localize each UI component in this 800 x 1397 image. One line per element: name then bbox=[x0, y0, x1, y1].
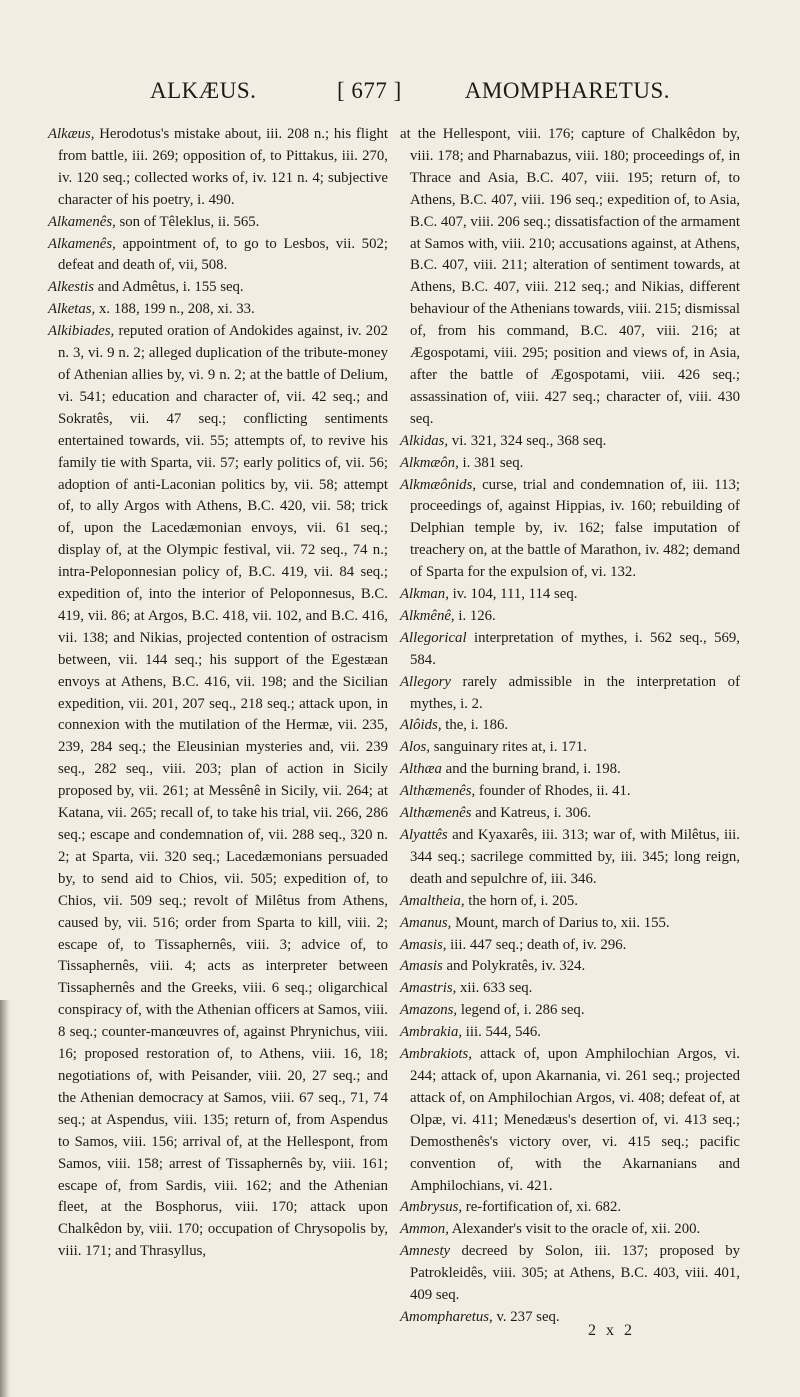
index-entry bbox=[400, 803, 740, 825]
entry-text: and Polykratês, iv. 324. bbox=[442, 958, 586, 975]
entry-text: x. 188, 199 n., 208, xi. 33. bbox=[95, 301, 255, 318]
entry-headword: Amanus, bbox=[400, 914, 452, 931]
left-column bbox=[48, 124, 388, 1263]
entry-text: and Kyaxarês, iii. 313; war of, with Milêtus, iii. 344 seq.; sacrilege committed by, iii. 345; long reign, death and sepulchre of, iii. 346. bbox=[410, 827, 740, 887]
entry-text: xii. 633 seq. bbox=[456, 980, 533, 997]
index-entry bbox=[400, 935, 740, 957]
entry-text: iv. 104, 111, 114 seq. bbox=[448, 586, 578, 603]
index-entry bbox=[48, 299, 388, 321]
entry-text: vi. 321, 324 seq., 368 seq. bbox=[448, 432, 607, 449]
index-entry bbox=[400, 1197, 740, 1219]
header-page-number: [ 677 ] bbox=[337, 78, 402, 103]
entry-headword: Amasis, bbox=[400, 936, 447, 953]
entry-headword: Amnesty bbox=[400, 1243, 451, 1260]
entry-headword: Alkman, bbox=[400, 586, 449, 603]
entry-headword: Alkestis bbox=[48, 279, 95, 296]
entry-text: decreed by Solon, iii. 137; proposed by Patrokleidês, viii. 305; at Athens, B.C. 403, viii. 401, 409 seq. bbox=[410, 1243, 740, 1304]
entry-headword: Amazons, bbox=[400, 1002, 458, 1019]
entry-headword: Althæmenês, bbox=[400, 783, 476, 800]
entry-text: son of Têleklus, ii. 565. bbox=[115, 213, 260, 230]
entry-headword: Alkibiades, bbox=[48, 323, 115, 340]
index-entry bbox=[400, 759, 740, 781]
entry-text: at the Hellespont, viii. 176; capture of Chalkêdon by, viii. 178; and Pharnabazus, viii. 180; proceedings of, in Thrace and Asia, B.C. 407, viii. 195; return of, to Athens, B.C. 407, viii. 196 seq.; expedition of, to Asia, B.C. 407, viii. 206 seq.; dissatisfaction of the armament at Samos with, viii. 210; accusations against, at Athens, B.C. 407, viii. 211; alteration of sentiment towards, at Athens, B.C. 407, viii. 212 seq.; and Nikias, different behaviour of the Athenians towards, viii. 215; dismissal of, from his command, B.C. 407, viii. 216; at Ægospotami, viii. 295; position and views of, in Asia, after the battle of Ægospotami, viii. 426 seq.; assassination of, viii. 427 seq.; character of, viii. 430 seq. bbox=[400, 126, 741, 427]
index-entry bbox=[400, 124, 740, 431]
entry-text: attack of, upon Amphilochian Argos, vi. 244; attack of, upon Akarnania, vi. 261 seq.; projected attack of, on Amphilochian Argos, vi. 408; defeat of, at Olpæ, vi. 411; Menedæus's desertion of, vi. 413 seq.; Demosthenês's victory over, vi. 415 seq.; pacific convention of, with the Akarnanians and Amphilochians, vi. 421. bbox=[410, 1046, 740, 1194]
index-entry bbox=[400, 475, 740, 585]
entry-text: Mount, march of Darius to, xii. 155. bbox=[451, 914, 670, 931]
running-header bbox=[150, 78, 670, 112]
index-entry bbox=[400, 1241, 740, 1307]
entry-headword: Allegory bbox=[400, 673, 451, 690]
entry-text: the, i. 186. bbox=[441, 717, 509, 734]
entry-text: interpretation of mythes, i. 562 seq., 569, 584. bbox=[410, 629, 740, 668]
entry-headword: Alketas, bbox=[48, 301, 96, 318]
entry-text: sanguinary rites at, i. 171. bbox=[430, 739, 587, 756]
entry-text: v. 237 seq. bbox=[492, 1308, 560, 1325]
header-left-guide-word: ALKÆUS. bbox=[150, 78, 257, 103]
index-entry bbox=[400, 781, 740, 803]
entry-headword: Alkmênê, bbox=[400, 607, 455, 624]
entry-text: rarely admissible in the interpretation of mythes, i. 2. bbox=[410, 673, 740, 712]
entry-headword: Alyattês bbox=[400, 827, 448, 843]
index-entry bbox=[400, 628, 740, 672]
entry-headword: Althæa bbox=[400, 761, 442, 778]
header-right-guide-word: AMOMPHARETUS. bbox=[464, 78, 670, 103]
index-entry bbox=[400, 891, 740, 913]
entry-headword: Alôids, bbox=[400, 717, 442, 734]
entry-headword: Alkidas, bbox=[400, 432, 449, 449]
entry-text: Alexander's visit to the oracle of, xii. 200. bbox=[448, 1221, 701, 1238]
index-entry bbox=[48, 212, 388, 234]
entry-headword: Alkamenês, bbox=[48, 235, 116, 252]
entry-headword: Allegorical bbox=[400, 629, 467, 646]
entry-text: appointment of, to go to Lesbos, vii. 502; defeat and death of, vii, 508. bbox=[58, 235, 388, 274]
entry-headword: Alos, bbox=[400, 739, 431, 756]
entry-headword: Ambrakiots, bbox=[400, 1046, 472, 1063]
entry-text: i. 381 seq. bbox=[458, 454, 524, 471]
index-entry bbox=[400, 672, 740, 716]
index-entry bbox=[400, 1000, 740, 1022]
entry-text: curse, trial and condemnation of, iii. 113; proceedings of, against Hippias, iv. 160; rebuilding of Delphian temple by, iv. 162; false imputation of treachery on, at the battle of Marathon, iv. 482; demand of Sparta for the expulsion of, vi. 132. bbox=[410, 476, 740, 581]
entry-text: Herodotus's mistake about, iii. 208 n.; his flight from battle, iii. 269; opposition of, to Pittakus, iii. 270, iv. 120 seq.; collected works of, iv. 121 n. 4; subjective character of his poetry, i. 490. bbox=[58, 126, 388, 208]
index-entry bbox=[400, 715, 740, 737]
entry-text: i. 126. bbox=[454, 607, 496, 624]
entry-headword: Alkæus, bbox=[48, 126, 95, 142]
index-entry bbox=[48, 277, 388, 299]
entry-text: re-fortification of, xi. 682. bbox=[462, 1199, 622, 1216]
entry-headword: Amaltheia, bbox=[400, 892, 465, 909]
entry-text: founder of Rhodes, ii. 41. bbox=[475, 783, 631, 800]
entry-headword: Amastris, bbox=[400, 980, 457, 997]
entry-headword: Alkmæônids, bbox=[400, 476, 477, 493]
index-entry bbox=[400, 825, 740, 891]
index-entry bbox=[400, 1022, 740, 1044]
entry-text: and Admêtus, i. 155 seq. bbox=[94, 279, 244, 296]
entry-text: and the burning brand, i. 198. bbox=[441, 761, 621, 778]
entry-headword: Althæmenês bbox=[400, 805, 472, 822]
entry-headword: Ambrakia, bbox=[400, 1024, 463, 1041]
entry-text: iii. 447 seq.; death of, iv. 296. bbox=[446, 936, 627, 953]
index-entry bbox=[400, 956, 740, 978]
entry-text: reputed oration of Andokides against, iv. 202 n. 3, vi. 9 n. 2; alleged duplication of the tribute-money of Athenian allies by, vi. 9 n. 2; at the battle of Delium, vi. 541; education and character of, vii. 42 seq.; and Sokratês, vii. 47 seq.; conflicting sentiments entertained towards, vii. 55; attempts of, to revive his family tie with Sparta, vii. 57; early politics of, vii. 56; adoption of anti-Laconian politics by, vii. 58; attempt of, to ally Argos with Athens, B.C. 420, vii. 58; trick of, upon the Lacedæmonian envoys, vii. 61 seq.; display of, at the Olympic festival, vii. 72 seq., 74 n.; intra-Peloponnesian policy of, B.C. 419, vii. 84 seq.; expedition of, into the interior of Peloponnesus, B.C. 419, vii. 86; at Argos, B.C. 418, vii. 102, and B.C. 416, vii. 138; and Nikias, projected contention of ostracism between, vii. 144 seq.; his support of the Egestæan envoys at Athens, B.C. 416, vii. 198; and the Sicilian expedition, vii. 201, 207 seq., 218 seq.; attack upon, in connexion with the mutilation of the Hermæ, vii. 235, 239, 284 seq.; the Eleusinian mysteries and, vii. 239 seq., 282 seq., viii. 203; plan of action in Sicily proposed by, vii. 261; at Messênê in Sicily, vii. 264; at Katana, vii. 265; recall of, to take his trial, vii. 266, 286 seq.; escape and condemnation of, vii. 288 seq., 320 n. 2; at Sparta, vii. 320 seq.; Lacedæmonians persuaded by, to send aid to Chios, vii. 505; expedition of, to Chios, vii. 509 seq.; revolt of Milêtus from Athens, caused by, vii. 516; order from Sparta to kill, viii. 2; escape of, to Tissaphernês, viii. 3; advice of, to Tissaphernês, viii. 4; acts as interpreter between Tissaphernês and the Greeks, viii. 6 seq.; oligarchical conspiracy of, with the Athenian officers at Samos, viii. 8 seq.; counter-manœuvres of, against Phrynichus, viii. 16; proposed restoration of, to Athens, viii. 16, 18; negotiations of, with Peisander, viii. 20, 27 seq.; and the Athenian democracy at Samos, viii. 67 seq., 71, 74 seq.; at Aspendus, viii. 135; return of, from Aspendus to Samos, viii. 156; arrival of, at the Hellespont, from Samos, viii. 158; arrest of Tissaphernês by, viii. 161; escape of, from Sardis, viii. 162; and the Athenian fleet, at the Bosphorus, viii. 170; attack upon Chalkêdon by, viii. 170; occupation of Chrysopolis by, viii. 171; and Thrasyllus, bbox=[58, 323, 388, 1260]
entry-headword: Alkamenês, bbox=[48, 213, 116, 230]
entry-headword: Amasis bbox=[400, 958, 443, 975]
index-entry bbox=[400, 1219, 740, 1241]
index-entry bbox=[48, 124, 388, 212]
index-entry bbox=[48, 234, 388, 278]
index-entry bbox=[400, 1307, 740, 1329]
index-entry bbox=[400, 737, 740, 759]
entry-text: and Katreus, i. 306. bbox=[471, 805, 592, 822]
index-entry bbox=[400, 453, 740, 475]
entry-text: the horn of, i. 205. bbox=[464, 892, 578, 909]
entry-headword: Ambrysus, bbox=[400, 1199, 463, 1216]
index-entry bbox=[48, 321, 388, 1263]
page-binding-shadow bbox=[0, 1000, 10, 1397]
index-entry bbox=[400, 913, 740, 935]
entry-headword: Amompharetus, bbox=[400, 1308, 493, 1325]
entry-text: iii. 544, 546. bbox=[462, 1024, 541, 1041]
entry-text: legend of, i. 286 seq. bbox=[457, 1002, 585, 1019]
index-entry bbox=[400, 431, 740, 453]
index-entry bbox=[400, 584, 740, 606]
entry-headword: Alkmæôn, bbox=[400, 454, 459, 471]
index-entry bbox=[400, 1044, 740, 1197]
index-entry bbox=[400, 606, 740, 628]
signature-mark: 2 x 2 bbox=[588, 1322, 635, 1339]
right-column bbox=[400, 124, 740, 1329]
index-entry bbox=[400, 978, 740, 1000]
entry-headword: Ammon, bbox=[400, 1221, 449, 1238]
